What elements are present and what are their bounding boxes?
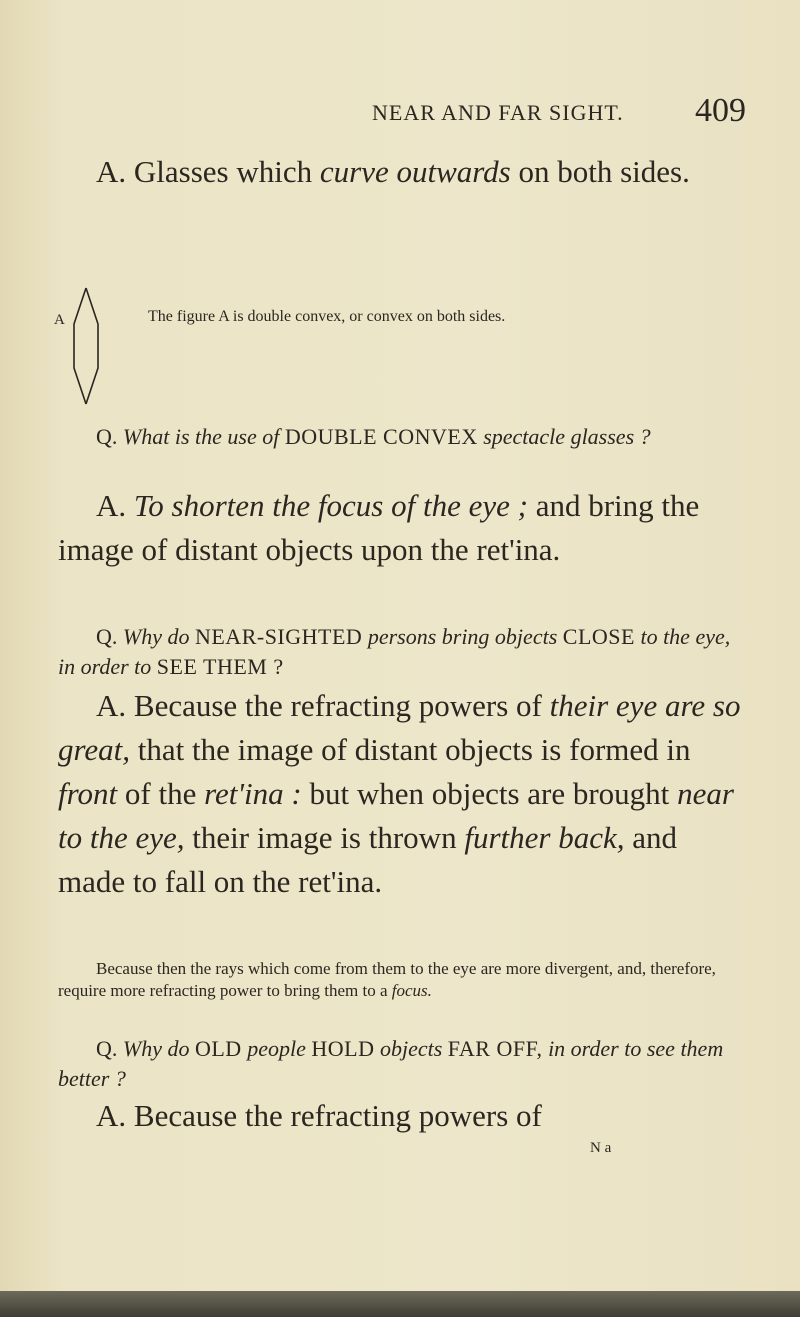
question-near-sighted: Q. Why do NEAR-SIGHTED persons bring objects CLOSE to the eye, in order to SEE THEM ? bbox=[58, 624, 731, 679]
page-number: 409 bbox=[695, 92, 746, 129]
answer-old-people: A. Because the refracting powers of bbox=[96, 1098, 542, 1133]
page-edge-shadow bbox=[0, 1291, 800, 1317]
double-convex-lens-figure bbox=[52, 284, 142, 408]
lens-icon bbox=[52, 284, 142, 408]
signature-mark: N a bbox=[590, 1140, 612, 1156]
figure-label: A bbox=[54, 312, 65, 328]
answer-marker: A. bbox=[96, 154, 127, 189]
figure-caption: The figure A is double convex, or convex on both sides. bbox=[148, 308, 506, 325]
running-title: NEAR AND FAR SIGHT. bbox=[372, 100, 624, 125]
answer-double-convex: A. To shorten the focus of the eye ; and bring the image of distant objects upon the ret'ina. bbox=[58, 488, 700, 567]
answer-near-sighted: A. Because the refracting powers of their eye are so great, that the image of distant objects is formed in front of the ret'ina : but when objects are brought near to the eye, their image is thrown further back, and made to fall on the ret'ina. bbox=[58, 688, 741, 899]
answer-glasses: A. Glasses which curve outwards on both sides. bbox=[96, 154, 690, 189]
question-old-people: Q. Why do OLD people HOLD objects FAR OFF, in order to see them better ? bbox=[58, 1036, 724, 1091]
explanatory-note: Because then the rays which come from them to the eye are more divergent, and, therefore, require more refracting power to bring them to a focus. bbox=[58, 959, 716, 1000]
question-double-convex: Q. What is the use of DOUBLE CONVEX spectacle glasses ? bbox=[96, 424, 651, 449]
running-header bbox=[372, 92, 752, 136]
